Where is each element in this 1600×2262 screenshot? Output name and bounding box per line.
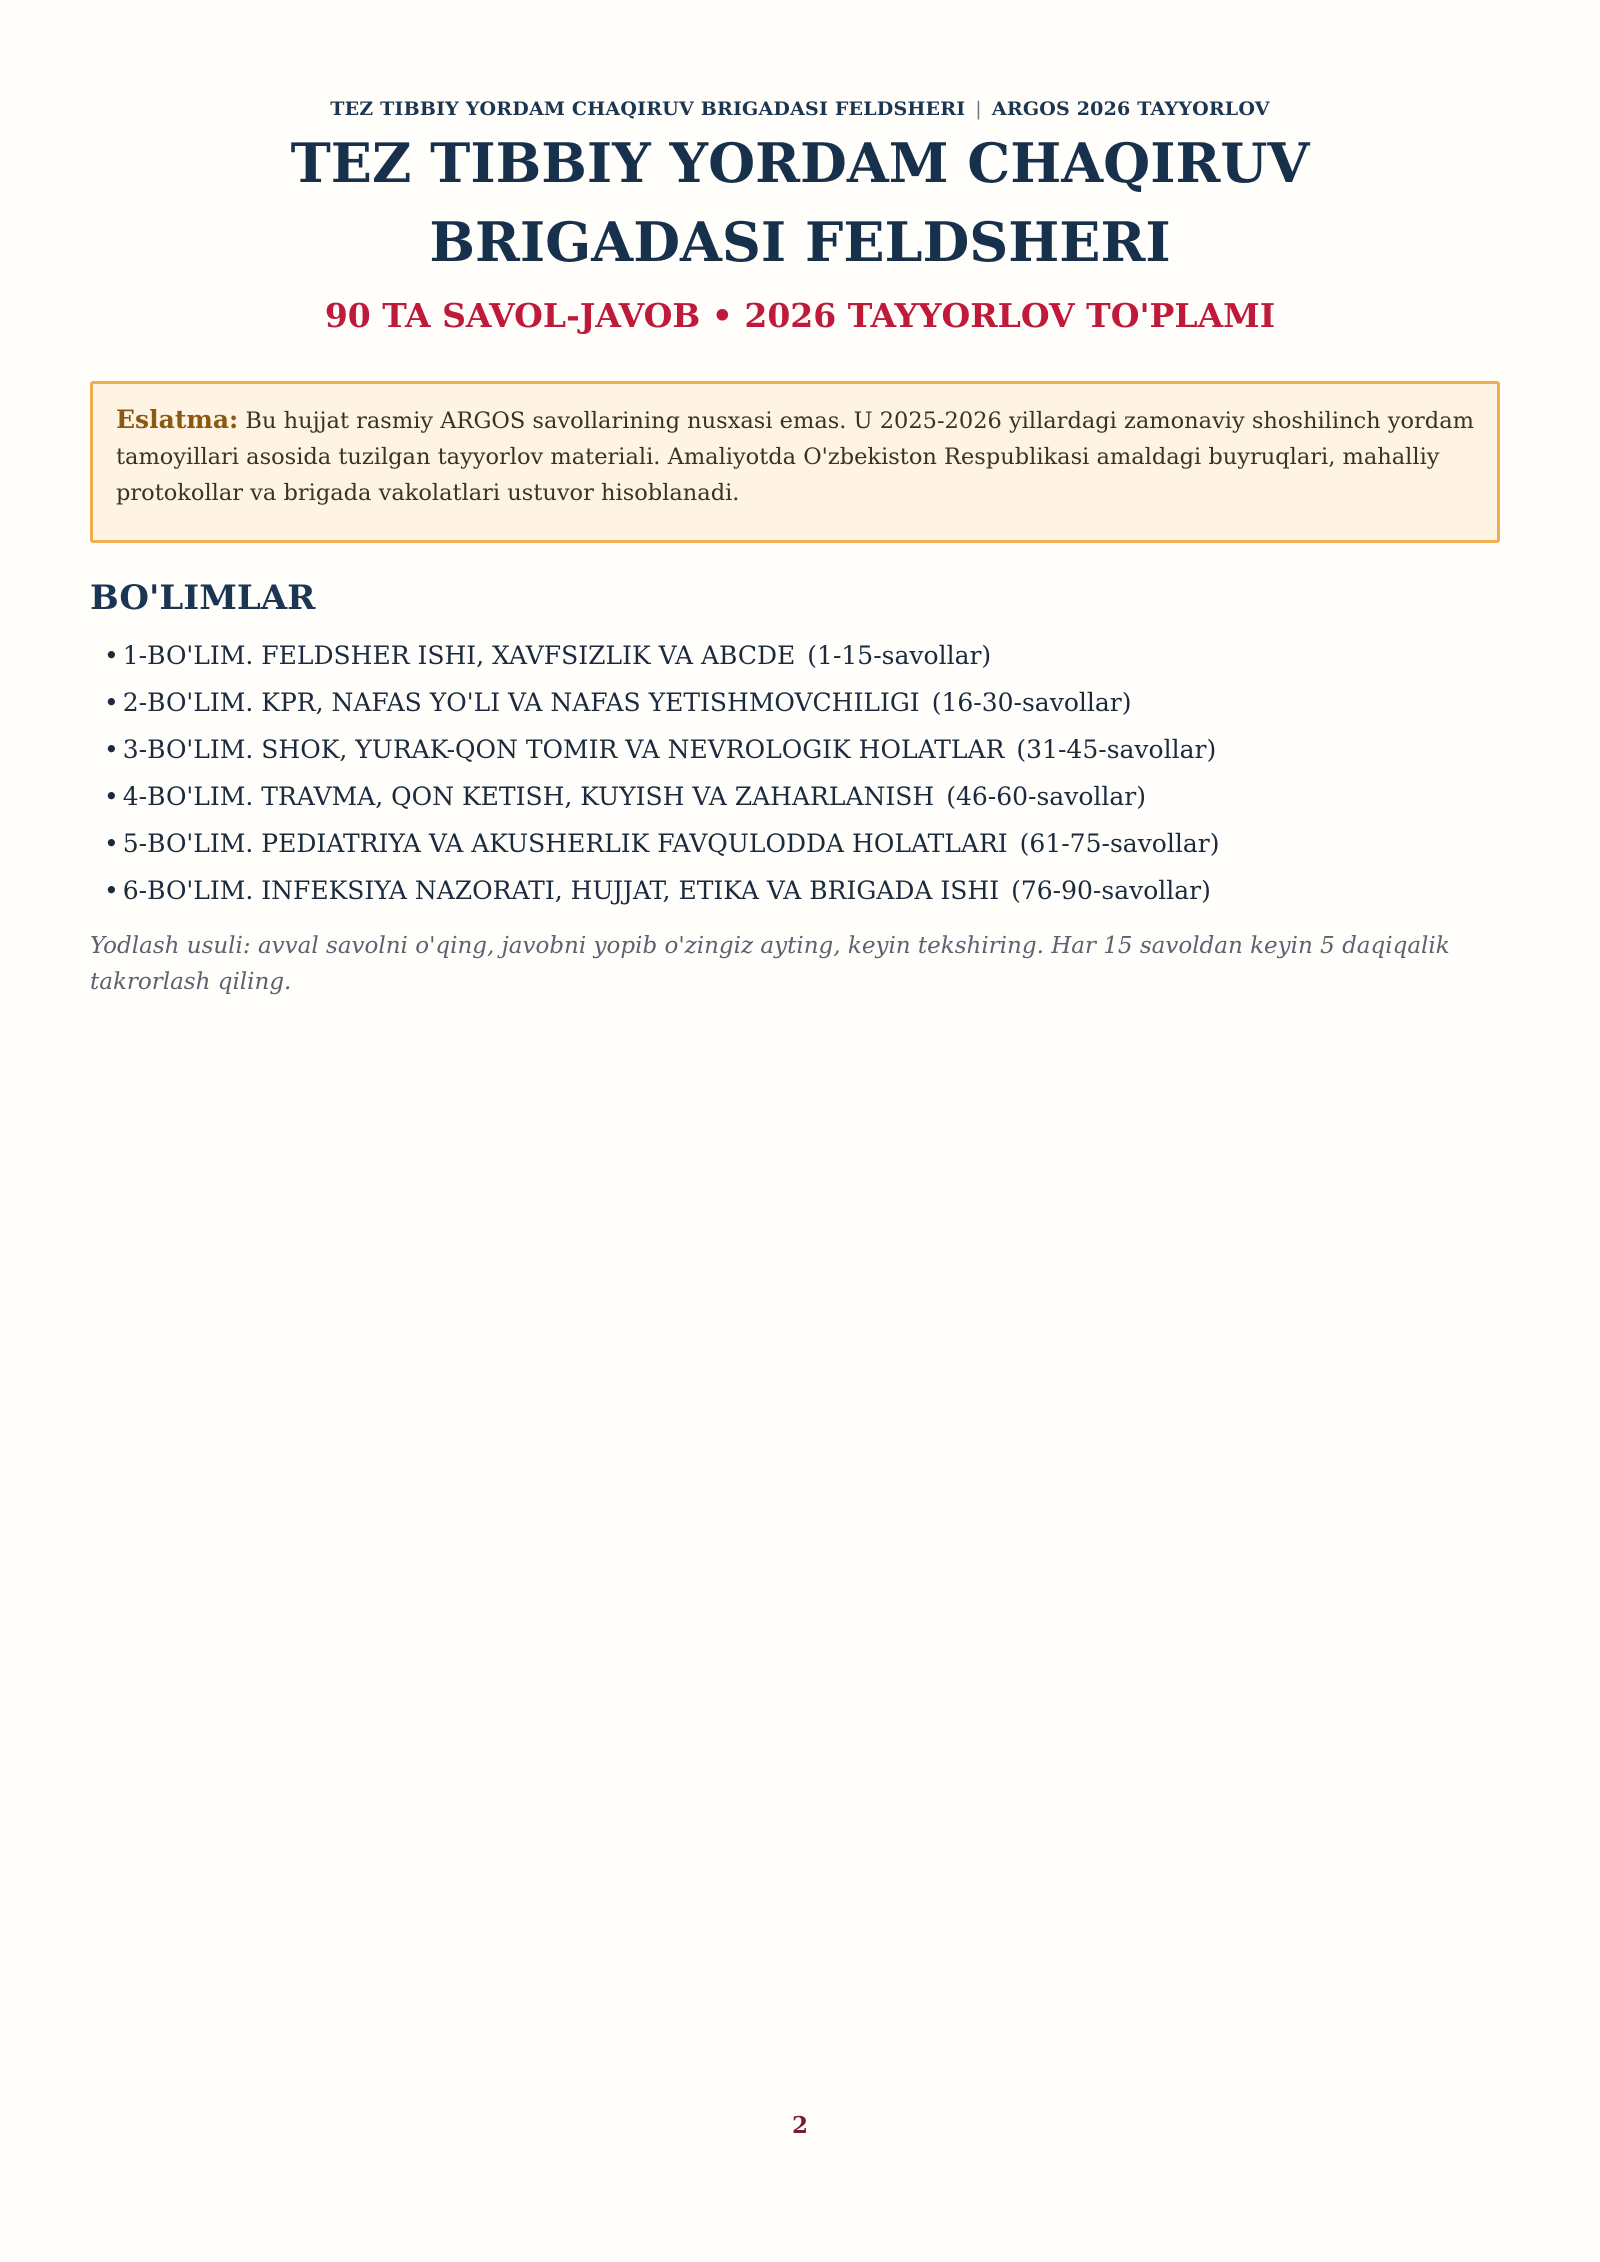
study-tip: Yodlash usuli: avval savolni o'qing, javobni yopib o'zingiz ayting, keyin tekshiring. Har 15 savoldan keyin 5 daqiqalik takrorlash qiling. (90, 933, 1450, 995)
bullet-icon: • (104, 735, 119, 764)
bullet-icon: • (104, 641, 119, 670)
document-title: TEZ TIBBIY YORDAM CHAQIRUV BRIGADASI FELDSHERI (290, 131, 1310, 274)
running-header-left: TEZ TIBBIY YORDAM CHAQIRUV BRIGADASI FELDSHERI (330, 98, 966, 120)
running-header-right: ARGOS 2026 TAYYORLOV (991, 98, 1270, 120)
section-item-6 (104, 871, 1219, 918)
document-page (90, 0, 1510, 2262)
section-range: (1-15-savollar) (807, 641, 992, 670)
section-list (104, 636, 1219, 918)
bullet-icon: • (104, 782, 119, 811)
section-range: (76-90-savollar) (1011, 876, 1211, 905)
section-range: (31-45-savollar) (1016, 735, 1217, 764)
running-header (90, 98, 1510, 120)
section-label: 6-BO'LIM. INFEKSIYA NAZORATI, HUJJAT, ETIKA VA BRIGADA ISHI (122, 876, 1000, 905)
note-text: Bu hujjat rasmiy ARGOS savollarining nusxasi emas. U 2025-2026 yillardagi zamonaviy shoshilinch yordam tamoyillari asosida tuzilgan tayyorlov materiali. Amaliyotda O'zbekiston Respublikasi amaldagi buyruqlari, mahalliy protokollar va brigada vakolatlari ustuvor hisoblanadi. (116, 408, 1474, 506)
section-item-4 (104, 777, 1219, 824)
section-label: 5-BO'LIM. PEDIATRIYA VA AKUSHERLIK FAVQULODDA HOLATLARI (122, 829, 1008, 858)
section-range: (61-75-savollar) (1019, 829, 1220, 858)
section-range: (46-60-savollar) (946, 782, 1146, 811)
section-label: 1-BO'LIM. FELDSHER ISHI, XAVFSIZLIK VA ABCDE (122, 641, 796, 670)
page-number: 2 (791, 2112, 808, 2139)
section-range: (16-30-savollar) (931, 688, 1132, 717)
bullet-icon: • (104, 829, 119, 858)
section-item-5 (104, 824, 1219, 871)
note-box (90, 381, 1500, 543)
running-header-separator: | (975, 98, 982, 120)
section-item-1 (104, 636, 1219, 683)
section-label: 3-BO'LIM. SHOK, YURAK-QON TOMIR VA NEVROLOGIK HOLATLAR (122, 735, 1005, 764)
document-subtitle: 90 TA SAVOL-JAVOB • 2026 TAYYORLOV TO'PLAMI (324, 296, 1276, 335)
section-item-3 (104, 730, 1219, 777)
sections-heading: BO'LIMLAR (90, 578, 316, 618)
section-label: 2-BO'LIM. KPR, NAFAS YO'LI VA NAFAS YETISHMOVCHILIGI (122, 688, 920, 717)
section-label: 4-BO'LIM. TRAVMA, QON KETISH, KUYISH VA ZAHARLANISH (122, 782, 935, 811)
bullet-icon: • (104, 688, 119, 717)
note-label: Eslatma: (116, 405, 239, 434)
bullet-icon: • (104, 876, 119, 905)
section-item-2 (104, 683, 1219, 730)
